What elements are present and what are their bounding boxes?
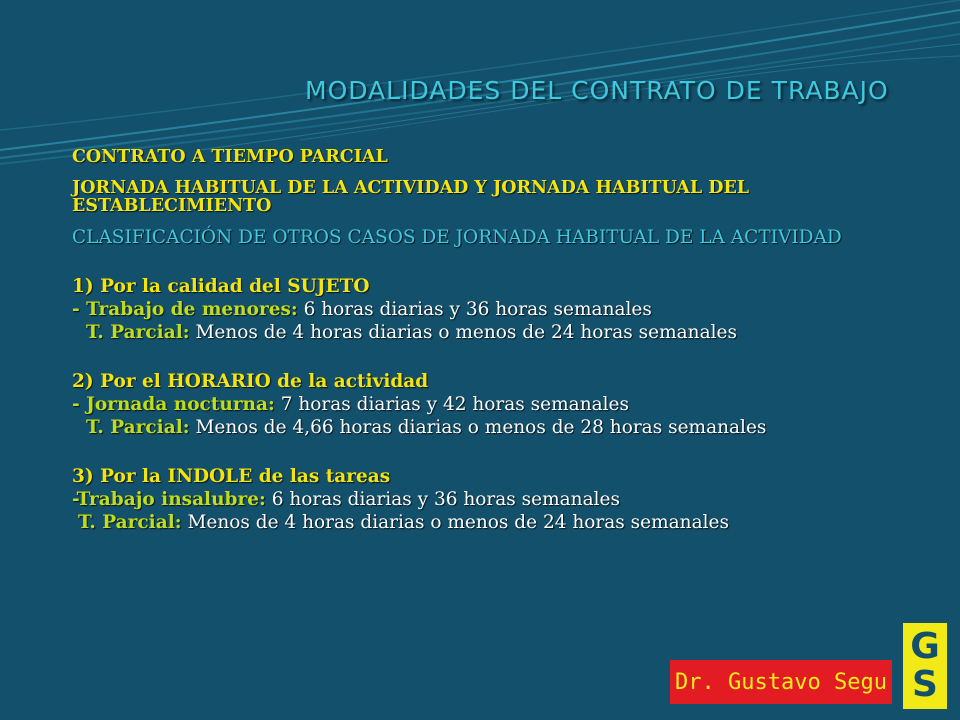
gs-logo	[900, 620, 950, 712]
section-item	[72, 298, 892, 321]
signature-banner	[670, 660, 892, 704]
section-heading: 1) Por la calidad del SUJETO	[72, 276, 370, 297]
parcial-text: Menos de 4 horas diarias o menos de 24 horas semanales	[181, 512, 729, 533]
parcial-label: T. Parcial:	[78, 512, 182, 533]
logo-letter-g: G	[910, 626, 940, 667]
item-prefix: -	[72, 489, 77, 510]
jornada-habitual-heading: JORNADA HABITUAL DE LA ACTIVIDAD Y JORNADA HABITUAL DEL ESTABLECIMIENTO	[72, 178, 750, 216]
item-text: 7 horas diarias y 42 horas semanales	[274, 394, 629, 415]
section-heading: 3) Por la INDOLE de las tareas	[72, 466, 391, 487]
item-prefix: -	[72, 299, 87, 320]
section-parcial	[72, 511, 892, 534]
section-item	[72, 393, 892, 416]
parcial-text: Menos de 4,66 horas diarias o menos de 28 horas semanales	[189, 417, 767, 438]
item-text: 6 horas diarias y 36 horas semanales	[297, 299, 652, 320]
section-item	[72, 488, 892, 511]
item-text: 6 horas diarias y 36 horas semanales	[265, 489, 620, 510]
clasificacion-heading: CLASIFICACIÓN DE OTROS CASOS DE JORNADA HABITUAL DE LA ACTIVIDAD	[72, 227, 842, 248]
slide-title: MODALIDADES DEL CONTRATO DE TRABAJO	[305, 76, 889, 105]
logo-letter-s: S	[912, 664, 938, 705]
section-parcial	[72, 416, 892, 439]
item-prefix: -	[72, 394, 87, 415]
item-label: Trabajo insalubre:	[76, 489, 266, 510]
parcial-text: Menos de 4 horas diarias o menos de 24 horas semanales	[189, 322, 737, 343]
slide-content	[72, 146, 892, 534]
section-heading: 2) Por el HORARIO de la actividad	[72, 371, 429, 392]
parcial-label: T. Parcial:	[86, 322, 190, 343]
item-label: Trabajo de menores:	[86, 299, 298, 320]
parcial-label: T. Parcial:	[86, 417, 190, 438]
bg-line	[0, 0, 960, 130]
signature-name: Dr. Gustavo Segu	[675, 669, 887, 695]
item-label: Jornada nocturna:	[86, 394, 275, 415]
section-parcial	[72, 321, 892, 344]
contrato-parcial-heading: CONTRATO A TIEMPO PARCIAL	[72, 147, 388, 167]
